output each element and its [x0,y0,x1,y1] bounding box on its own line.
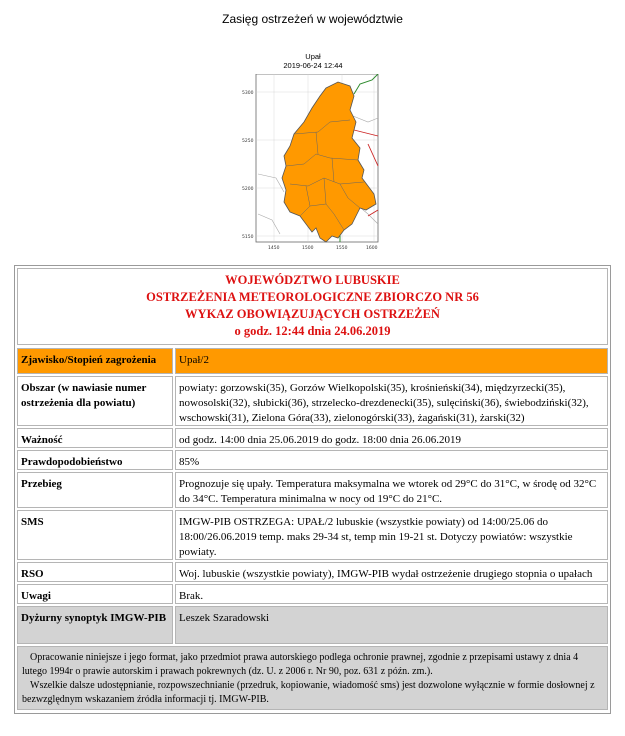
map-graphic [228,74,398,264]
row-label: Zjawisko/Stopień zagrożenia [17,348,173,374]
row-synoptyk [17,606,608,644]
x-tick-label: 1450 [268,246,280,251]
row-label: Obszar (w nawiasie numer ostrzeżenia dla powiatu) [17,376,173,426]
row-label: Uwagi [17,584,173,604]
row-label: Ważność [17,428,173,448]
header-list-title: WYKAZ OBOWIĄZUJĄCYCH OSTRZEŻEŃ [185,307,440,321]
row-zjawisko [17,348,608,374]
row-value: IMGW-PIB OSTRZEGA: UPAŁ/2 lubuskie (wszystkie powiaty) od 14:00/25.06 do 18:00/26.06.2019 temp. maks 29-34 st, temp min 19-21 st. Dotyczy powiatów: wszystkie powiaty. [175,510,608,560]
warning-header [17,268,608,345]
row-value: Prognozuje się upały. Temperatura maksymalna we wtorek od 29°C do 31°C, w środę od 32°C do 34°C. Temperatura minimalna w nocy od 19°C do 21°C. [175,472,608,508]
row-value: od godz. 14:00 dnia 25.06.2019 do godz. 18:00 dnia 26.06.2019 [175,428,608,448]
y-tick-label: 5250 [242,139,254,144]
row-label: Dyżurny synoptyk IMGW-PIB [17,606,173,644]
header-voivodeship: WOJEWÓDZTWO LUBUSKIE [225,273,400,287]
row-prawdopodobienstwo [17,450,608,470]
row-value: Woj. lubuskie (wszystkie powiaty), IMGW-PIB wydał ostrzeżenie drugiego stopnia o upałach [175,562,608,582]
row-value: 85% [175,450,608,470]
warning-table [14,265,611,714]
row-label: Prawdopodobieństwo [17,450,173,470]
copyright-notice [17,646,608,710]
y-tick-label: 5150 [242,235,254,240]
row-waznosc [17,428,608,448]
header-bulletin: OSTRZEŻENIA METEOROLOGICZNE ZBIORCZO NR 56 [146,290,479,304]
x-tick-label: 1500 [302,246,314,251]
row-sms [17,510,608,560]
row-label: Przebieg [17,472,173,508]
warning-map [228,52,398,264]
row-value: Leszek Szaradowski [175,606,608,644]
map-phenomenon: Upał [305,52,321,61]
copyright-paragraph: Opracowanie niniejsze i jego format, jako przedmiot prawa autorskiego podlega ochronie prawnej, zgodnie z przepisami ustawy z dnia 4 lutego 1994r o prawie autorskim i prawach pokrewnych (dz. U. z 2006 r. Nr 90, poz. 631 z późn. zm.). [22,652,579,677]
row-rso [17,562,608,582]
row-value: Brak. [175,584,608,604]
header-time: o godz. 12:44 dnia 24.06.2019 [234,324,391,338]
x-tick-label: 1550 [336,246,348,251]
row-obszar [17,376,608,426]
map-timestamp: 2019-06-24 12:44 [283,61,343,70]
map-caption [228,52,398,70]
row-value: powiaty: gorzowski(35), Gorzów Wielkopolski(35), krośnieński(34), międzyrzecki(35), nowosolski(32), słubicki(36), strzelecko-drezdenecki(35), sulęciński(36), świebodziński(32), wschowski(31), Zielona Góra(33), zielonogórski(33), żagański(31), żarski(32) [175,376,608,426]
y-tick-label: 5300 [242,91,254,96]
row-uwagi [17,584,608,604]
row-label: RSO [17,562,173,582]
y-tick-label: 5200 [242,187,254,192]
row-label: SMS [17,510,173,560]
row-value: Upał/2 [175,348,608,374]
page-title: Zasięg ostrzeżeń w województwie [222,12,403,26]
redistribution-paragraph: Wszelkie dalsze udostępnianie, rozpowszechnianie (przedruk, kopiowanie, wiadomość sms) jest dozwolone wyłącznie w formie dosłownej z bezwzględnym wskazaniem źródła informacji tj. IMGW-PIB. [22,680,595,705]
x-tick-label: 1600 [366,246,378,251]
row-przebieg [17,472,608,508]
